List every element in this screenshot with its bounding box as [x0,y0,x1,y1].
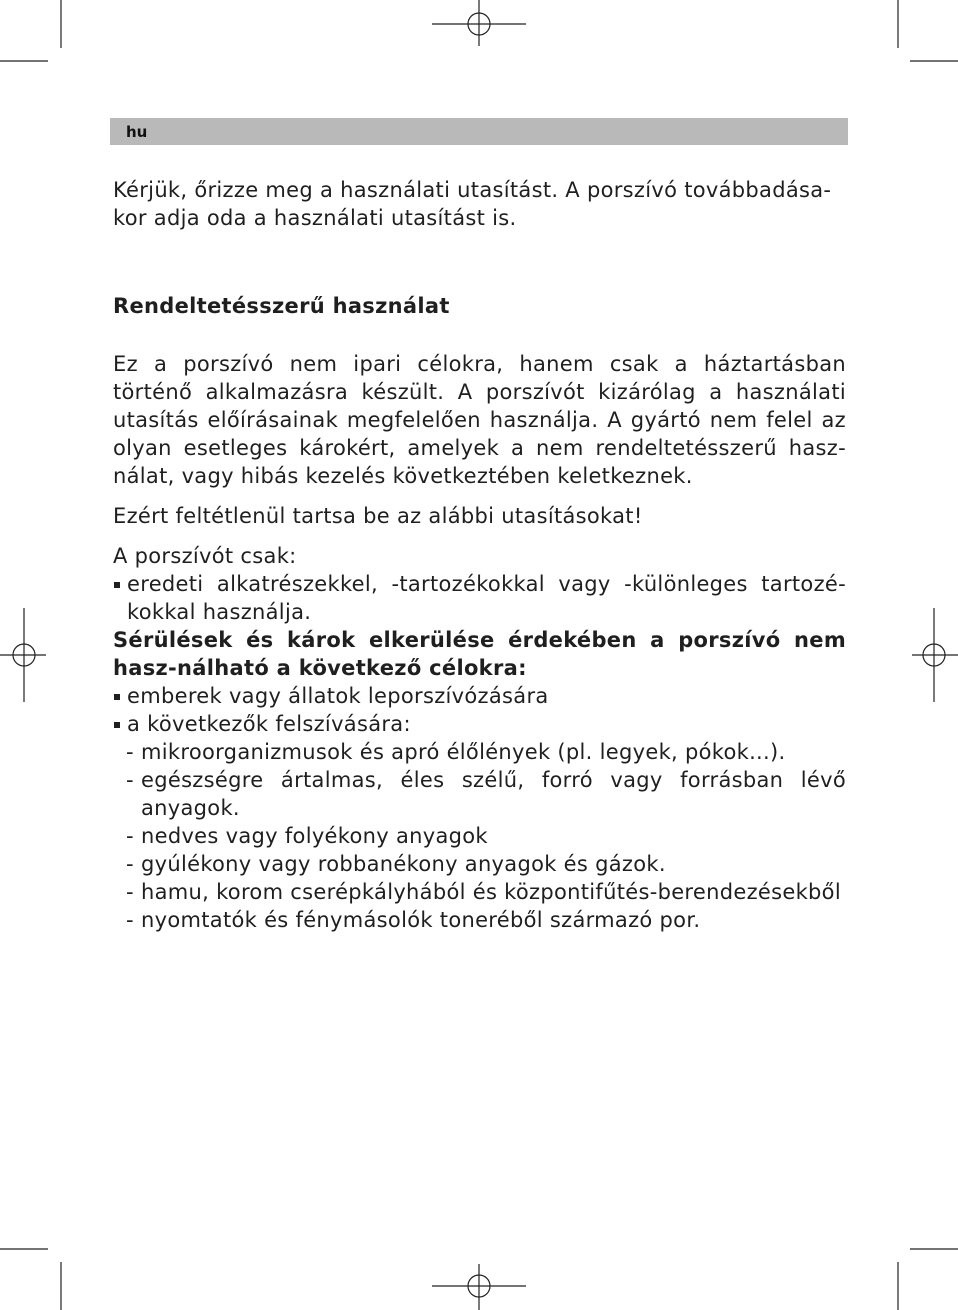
list-item: - mikroorganizmusok és apró élőlények (pl. legyek, pókok...). [113,738,846,766]
list-item: - gyúlékony vagy robbanékony anyagok és gázok. [113,850,846,878]
accessory-list [113,570,846,626]
page-content [113,176,846,934]
only-with-label: A porszívót csak: [113,544,297,568]
intro-paragraph: Kérjük, őrizze meg a használati utasítást. A porszívó továbbadása-kor adja oda a használati utasítást is. [113,178,832,230]
list-item: eredeti alkatrészekkel, -tartozékokkal vagy -különleges tartozé-kokkal használja. [113,570,846,626]
section-heading: Rendeltetésszerű használat [113,294,450,318]
language-code: hu [126,123,148,141]
list-item: - egészségre ártalmas, éles szélű, forró vagy forrásban lévő anyagok. [113,766,846,822]
list-item: emberek vagy állatok leporszívózására [113,682,846,710]
language-header-bar [110,118,848,145]
list-item: a következők felszívására: [113,710,846,738]
registration-mark-bottom [432,1264,526,1310]
list-item: - nyomtatók és fénymásolók toneréből származó por. [113,906,846,934]
registration-mark-right [912,608,958,702]
warning-heading: Sérülések és károk elkerülése érdekében a porszívó nem hasz-nálható a következő célokra: [113,628,846,680]
list-item: - nedves vagy folyékony anyagok [113,822,846,850]
usage-paragraph: Ez a porszívó nem ipari célokra, hanem csak a háztartásban történő alkalmazásra készült. A porszívót kizárólag a használati utasítás előírásainak megfelelően használja. A gyártó nem felel az olyan esetleges károkért, amelyek a nem rendeltetésszerű hasz-nálat, vagy hibás kezelés következtében keletkeznek. [113,352,846,488]
registration-mark-top [432,0,526,46]
list-item: - hamu, korom cserépkályhából és központifűtés-berendezésekből [113,878,846,906]
registration-mark-left [0,608,46,702]
instructions-note: Ezért feltétlenül tartsa be az alábbi utasításokat! [113,504,643,528]
prohibited-list [113,682,846,738]
substances-list [113,738,846,934]
